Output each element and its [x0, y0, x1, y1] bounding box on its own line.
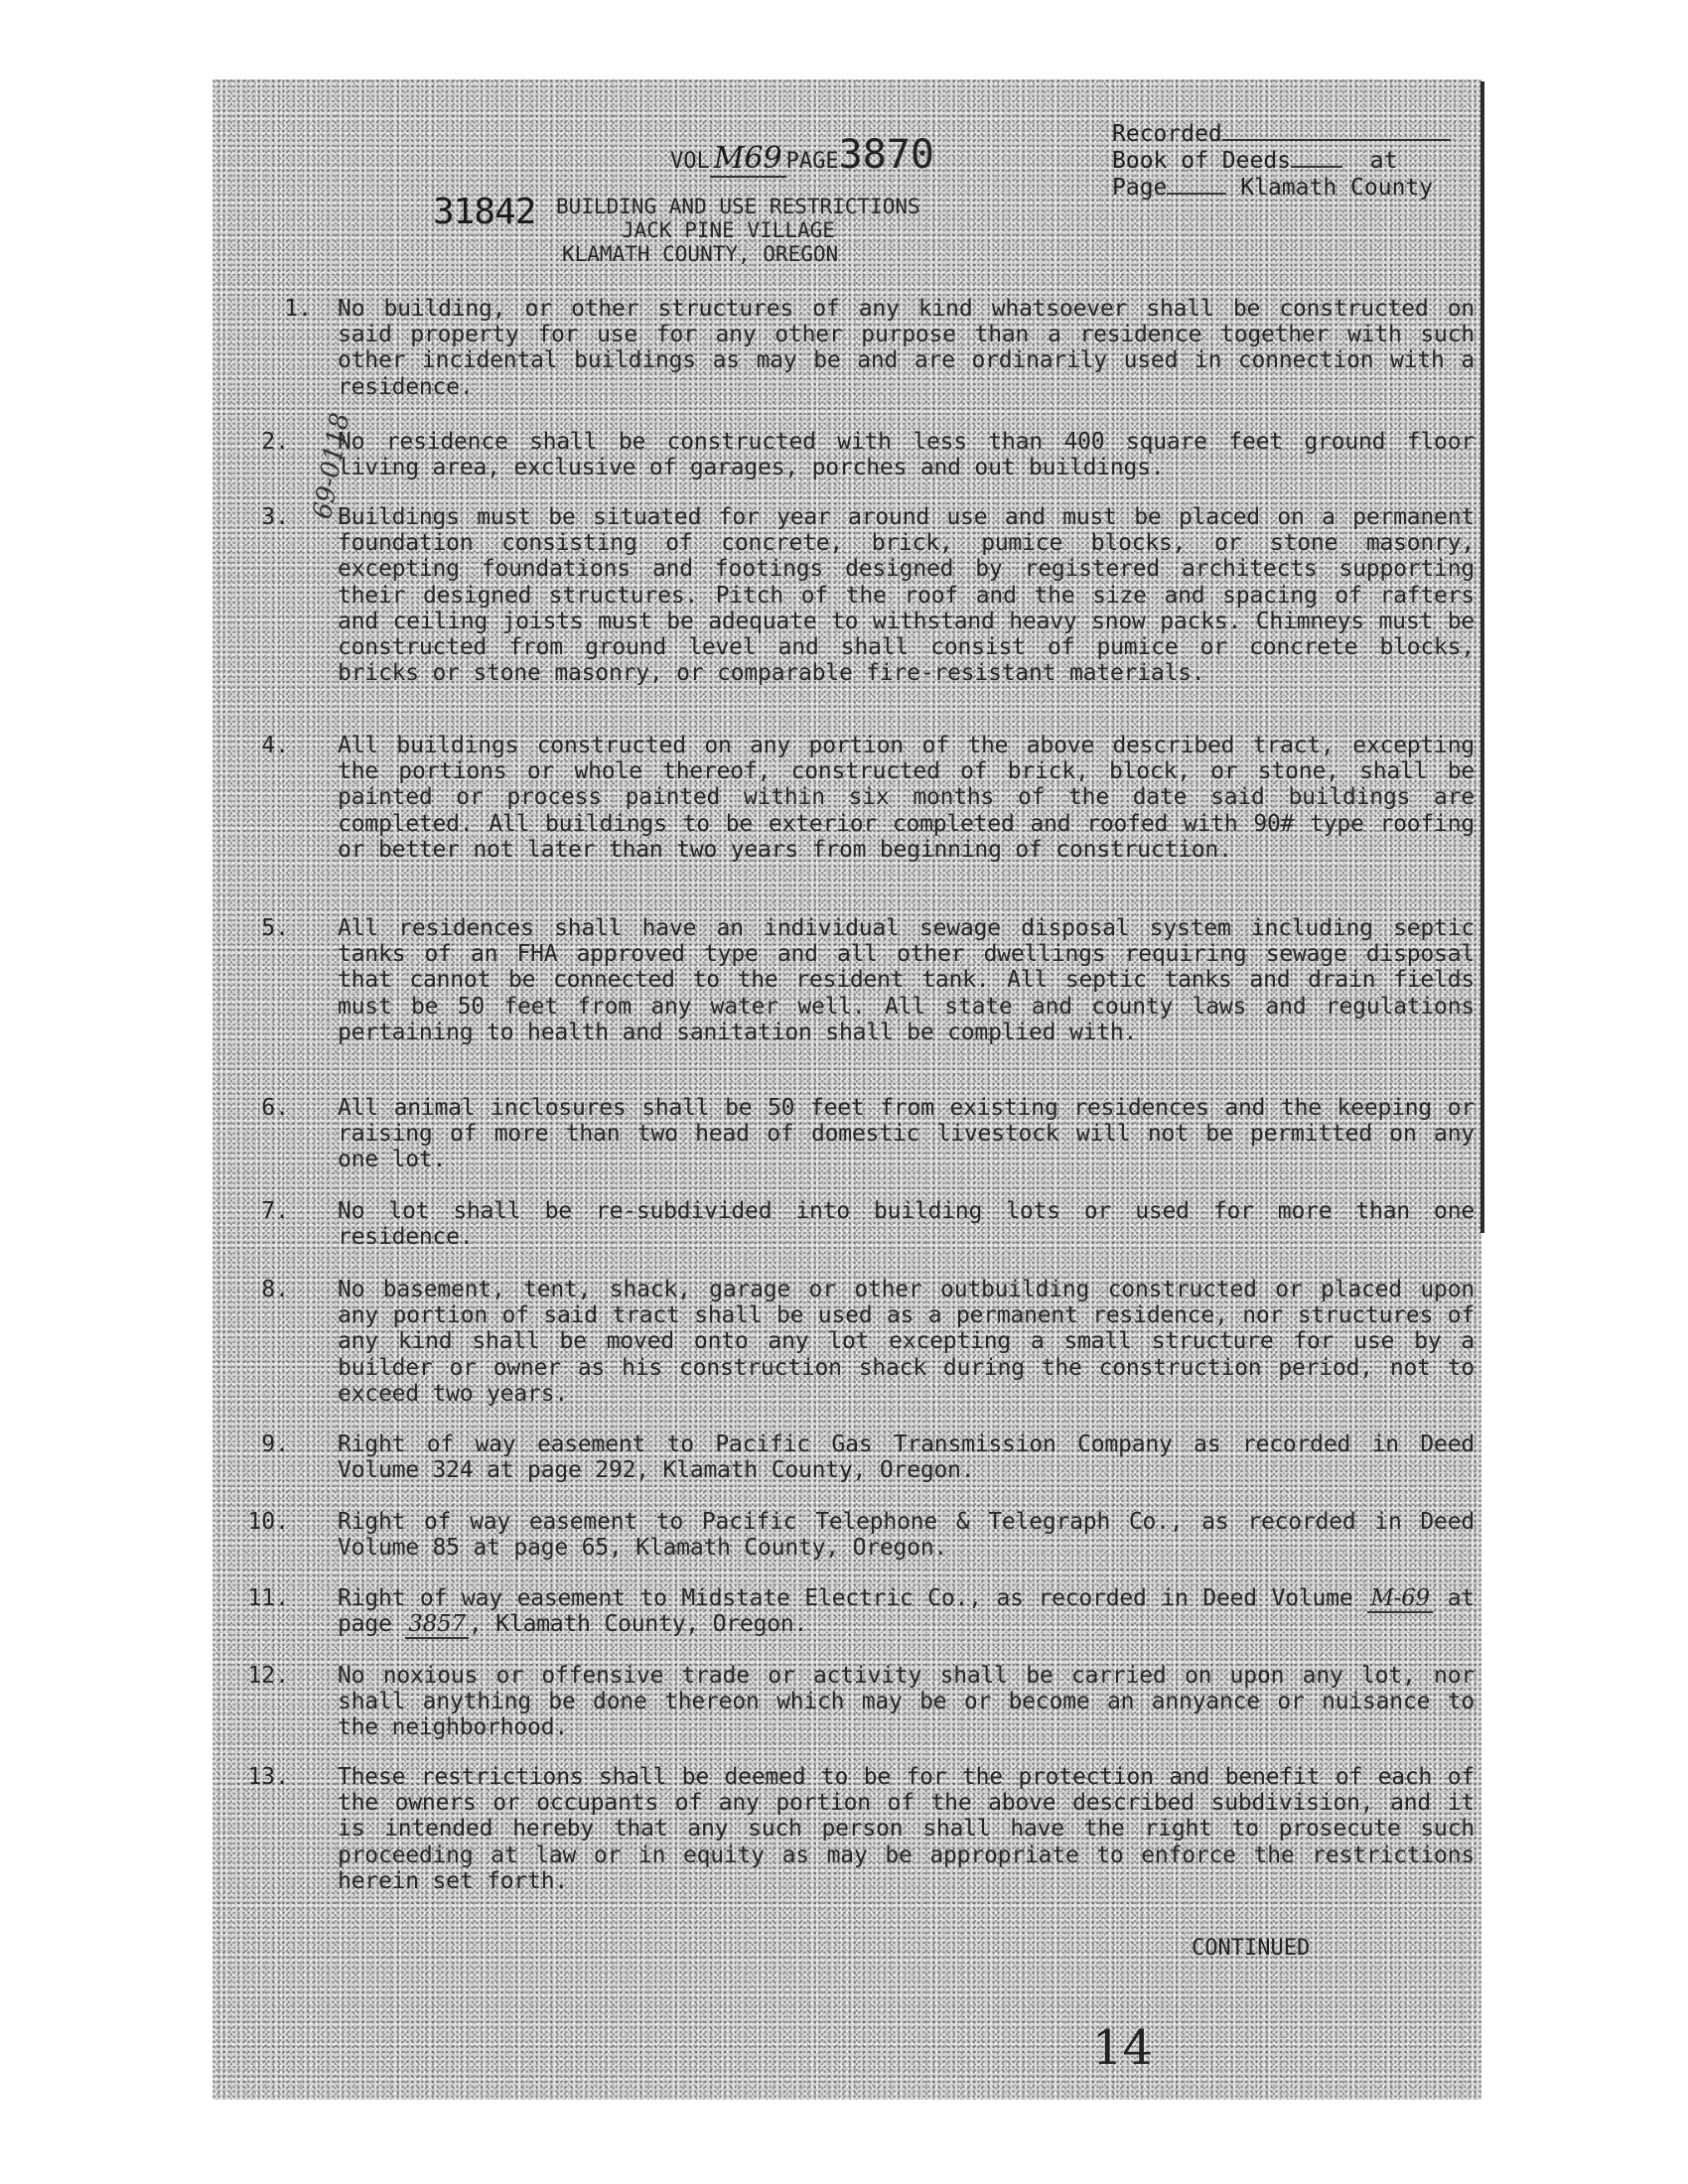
clause-11-text-after: , Klamath County, Oregon.	[468, 1611, 808, 1638]
clause-text: All residences shall have an individual sewage disposal system including septic tanks of an FHA approved type and all other dwellings requiring sewage disposal that cannot be connected to the resident tank. All septic tanks and drain fields must be 50 feet from any water well. All state and county laws and regulations pertaining to health and sanitation shall be complied with.	[338, 915, 1475, 1045]
clause-text	[338, 1585, 1475, 1637]
clause-number: 13.	[247, 1764, 289, 1790]
vol-label: VOL	[670, 149, 710, 174]
volume-page-stamp	[670, 132, 934, 178]
document-heading	[556, 195, 1013, 266]
heading-subdivision: JACK PINE VILLAGE	[622, 218, 835, 242]
continued-label: CONTINUED	[1192, 1936, 1311, 1961]
page-label: Page	[1112, 175, 1168, 201]
at-label: at	[1369, 148, 1398, 174]
clause-number: 10.	[247, 1509, 289, 1535]
page-value: 3870	[838, 132, 934, 178]
clause-text: No building, or other structures of any kind whatsoever shall be constructed on said property for use for any other purpose than a residence together with such other incidental buildings as may be and are ordinarily used in connection with a residence.	[338, 296, 1475, 400]
recorded-blank	[1222, 121, 1451, 141]
clause-text: No noxious or offensive trade or activity shall be carried on upon any lot, nor shall anything be done thereon which may be or become an annyance or nuisance to the neighborhood.	[338, 1663, 1475, 1741]
clause-number: 4.	[261, 733, 289, 758]
margin-handwritten-note: 69-0118	[308, 410, 356, 522]
clause-number: 6.	[261, 1095, 289, 1121]
clause-text: These restrictions shall be deemed to be for the protection and benefit of each of the owners or occupants of any portion of the above described subdivision, and it is intended hereby that any such person shall have the right to prosecute such proceeding at law or in equity as may be appropriate to enforce the restrictions herein set forth.	[338, 1764, 1475, 1894]
clause-number: 12.	[247, 1663, 289, 1689]
book-of-deeds-label: Book of Deeds	[1112, 148, 1292, 174]
recording-block	[1112, 121, 1489, 202]
clause-number: 3.	[261, 504, 289, 530]
document-number: 31842	[433, 192, 536, 232]
handwritten-page: 3857	[405, 1611, 469, 1639]
clause-text: All buildings constructed on any portion of the above described tract, excepting the portions or whole thereof, constructed of brick, block, or stone, shall be painted or process painted within six months of the date said buildings are completed. All buildings to be exterior completed and roofed with 90# type roofing or better not later than two years from beginning of construction.	[338, 733, 1475, 863]
book-blank	[1291, 148, 1342, 168]
clause-number: 9.	[261, 1432, 289, 1457]
heading-county: KLAMATH COUNTY, OREGON	[562, 242, 839, 266]
page-county-line	[1112, 175, 1489, 202]
page-blank	[1167, 175, 1226, 195]
clause-text: No lot shall be re-subdivided into building lots or used for more than one residence.	[338, 1198, 1475, 1251]
clause-text: No residence shall be constructed with less than 400 square feet ground floor living area, exclusive of garages, porches and out buildings.	[338, 429, 1475, 481]
vol-value: M69	[710, 141, 786, 178]
county-label: Klamath County	[1240, 175, 1434, 201]
right-margin-rule	[1480, 81, 1484, 1233]
clause-text: Right of way easement to Pacific Telephone & Telegraph Co., as recorded in Deed Volume 85 at page 65, Klamath County, Oregon.	[338, 1509, 1475, 1562]
clause-text: All animal inclosures shall be 50 feet from existing residences and the keeping or raising of more than two head of domestic livestock will not be permitted on any one lot.	[338, 1095, 1475, 1173]
clause-number: 8.	[261, 1277, 289, 1302]
clause-number: 2.	[261, 429, 289, 455]
clause-number: 5.	[261, 915, 289, 941]
clause-11-text-middle: at page	[338, 1585, 1475, 1638]
clause-number: 7.	[261, 1198, 289, 1224]
handwritten-page-number: 14	[1092, 2020, 1154, 2076]
handwritten-volume: M-69	[1367, 1585, 1433, 1613]
heading-title: BUILDING AND USE RESTRICTIONS	[556, 195, 920, 218]
clause-11-text-before: Right of way easement to Midstate Electric Co., as recorded in Deed Volume	[338, 1585, 1353, 1611]
book-of-deeds-line	[1112, 148, 1489, 175]
clause-number: 1.	[284, 296, 312, 322]
clause-text: Right of way easement to Pacific Gas Transmission Company as recorded in Deed Volume 324 at page 292, Klamath County, Oregon.	[338, 1432, 1475, 1484]
clause-text: Buildings must be situated for year around use and must be placed on a permanent foundation consisting of concrete, brick, pumice blocks, or stone masonry, excepting foundations and footings designed by registered architects supporting their designed structures. Pitch of the roof and the size and spacing of rafters and ceiling joists must be adequate to withstand heavy snow packs. Chimneys must be constructed from ground level and shall consist of pumice or concrete blocks, bricks or stone masonry, or comparable fire-resistant materials.	[338, 504, 1475, 687]
page-label-stamp: PAGE	[785, 149, 839, 174]
recorded-line	[1112, 121, 1489, 148]
clause-text: No basement, tent, shack, garage or other outbuilding constructed or placed upon any portion of said tract shall be used as a permanent residence, nor structures of any kind shall be moved onto any lot excepting a small structure for use by a builder or owner as his construction shack during the construction period, not to exceed two years.	[338, 1277, 1475, 1407]
recorded-label: Recorded	[1112, 121, 1222, 147]
clause-number: 11.	[247, 1585, 289, 1611]
